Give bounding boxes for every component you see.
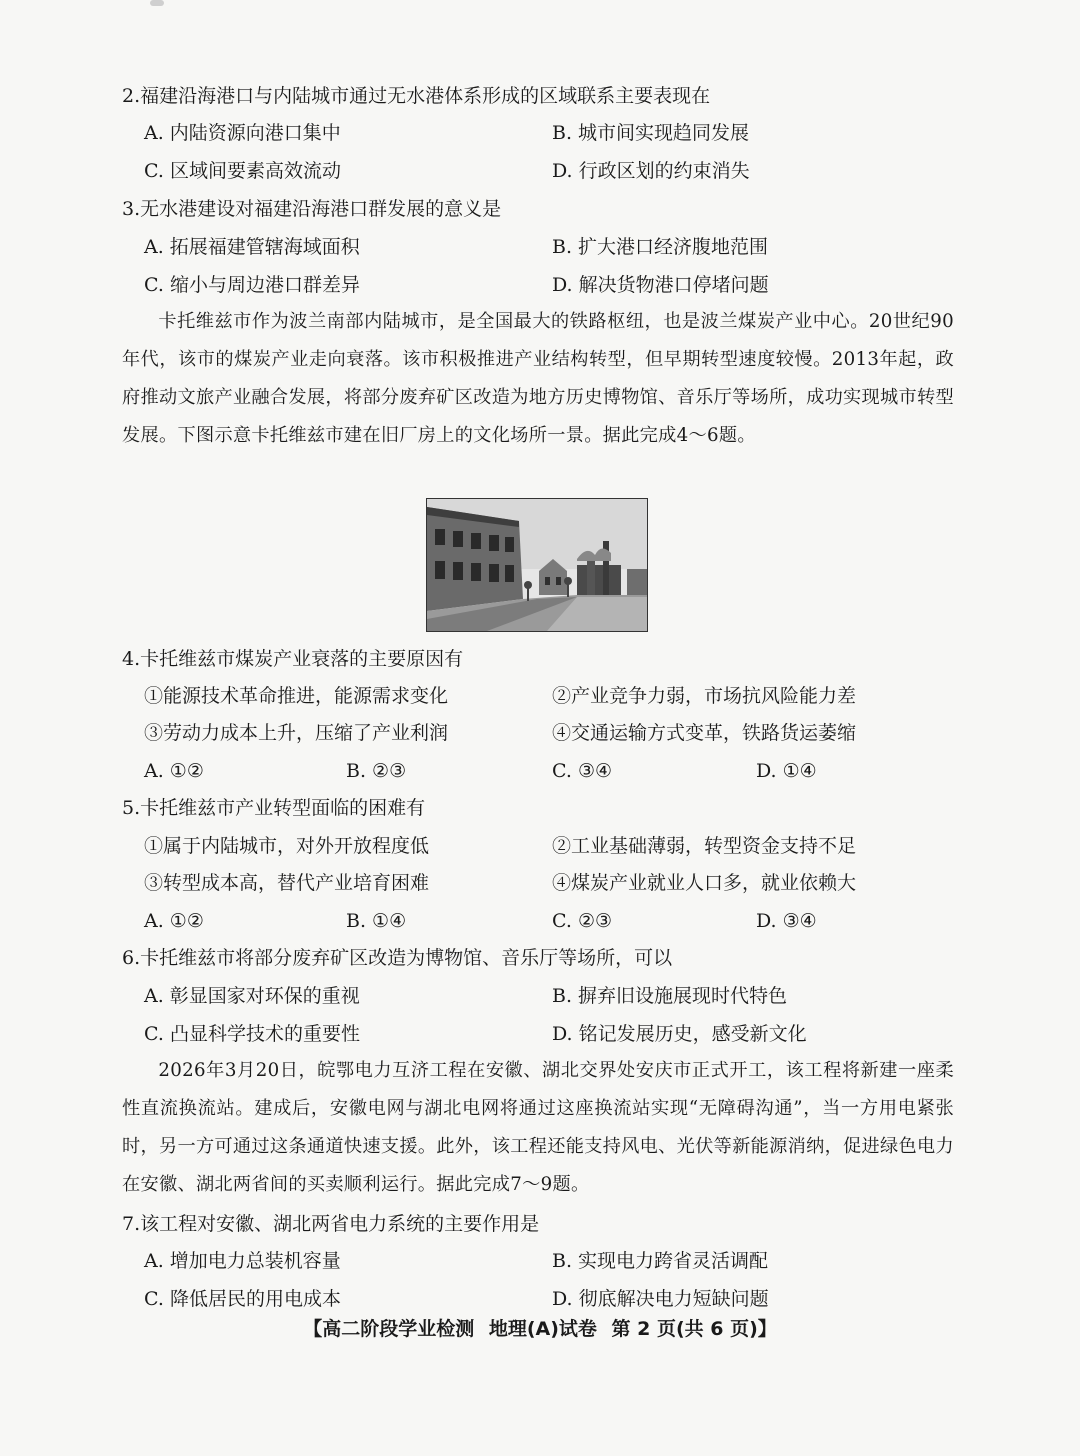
old-factory-image [427,499,647,631]
footer-page-number: 第 2 页(共 6 页)】 [611,1318,777,1340]
q4-option-a: A. ①② [144,760,204,782]
q5-statement-2: ②工业基础薄弱，转型资金支持不足 [552,835,857,857]
q4-option-b: B. ②③ [346,760,407,782]
q7-option-d: D. 彻底解决电力短缺问题 [552,1288,769,1310]
q4-statement-3: ③劳动力成本上升，压缩了产业利润 [144,722,449,744]
q7-option-a: A. 增加电力总装机容量 [144,1250,341,1272]
q5-option-a: A. ①② [144,910,204,932]
passage-anhui-hubei: 2026年3月20日，皖鄂电力互济工程在安徽、湖北交界处安庆市正式开工，该工程将新建一座柔性直流换流站。建成后，安徽电网与湖北电网将通过这座换流站实现“无障碍沟通”，当一方用电紧张时，另一方可通过这条通道快速支援。此外，该工程还能支持风电、光伏等新能源消纳，促进绿色电力在安徽、湖北两省间的买卖顺利运行。据此完成7～9题。 [122,1060,954,1195]
q5-statement-1: ①属于内陆城市，对外开放程度低 [144,835,430,857]
q4-stem: 4.卡托维兹市煤炭产业衰落的主要原因有 [122,648,464,670]
passage-katowice: 卡托维兹市作为波兰南部内陆城市，是全国最大的铁路枢纽，也是波兰煤炭产业中心。20世纪90年代，该市的煤炭产业走向衰落。该市积极推进产业结构转型，但早期转型速度较慢。2013年起，政府推动文旅产业融合发展，将部分废弃矿区改造为地方历史博物馆、音乐厅等场所，成功实现城市转型发展。下图示意卡托维兹市建在旧厂房上的文化场所一景。据此完成4～6题。 [122,311,954,446]
q3-option-b: B. 扩大港口经济腹地范围 [552,236,769,258]
q2-option-a: A. 内陆资源向港口集中 [144,122,341,144]
q6-option-d: D. 铭记发展历史，感受新文化 [552,1023,807,1045]
q2-stem: 2.福建沿海港口与内陆城市通过无水港体系形成的区域联系主要表现在 [122,85,711,107]
q4-statement-4: ④交通运输方式变革，铁路货运萎缩 [552,722,857,744]
q2-option-d: D. 行政区划的约束消失 [552,160,750,182]
q4-statement-1: ①能源技术革命推进，能源需求变化 [144,685,449,707]
q2-option-c: C. 区域间要素高效流动 [144,160,341,182]
q5-stem: 5.卡托维兹市产业转型面临的困难有 [122,797,426,819]
q2-option-b: B. 城市间实现趋同发展 [552,122,750,144]
q7-stem: 7.该工程对安徽、湖北两省电力系统的主要作用是 [122,1213,540,1235]
q5-option-d: D. ③④ [756,910,817,932]
q3-option-c: C. 缩小与周边港口群差异 [144,274,360,296]
q6-option-c: C. 凸显科学技术的重要性 [144,1023,360,1045]
q4-statement-2: ②产业竞争力弱，市场抗风险能力差 [552,685,857,707]
q6-option-b: B. 摒弃旧设施展现时代特色 [552,985,788,1007]
q7-option-b: B. 实现电力跨省灵活调配 [552,1250,769,1272]
q5-option-b: B. ①④ [346,910,407,932]
katowice-photo [426,498,648,632]
q6-option-a: A. 彰显国家对环保的重视 [144,985,360,1007]
q5-option-c: C. ②③ [552,910,613,932]
footer-subject: 地理(A)试卷 [488,1318,597,1340]
q6-stem: 6.卡托维兹市将部分废弃矿区改造为博物馆、音乐厅等场所，可以 [122,947,673,969]
q4-option-d: D. ①④ [756,760,817,782]
q5-statement-3: ③转型成本高，替代产业培育困难 [144,872,430,894]
footer-exam-name: 【高二阶段学业检测 [303,1318,475,1340]
q7-option-c: C. 降低居民的用电成本 [144,1288,341,1310]
q3-option-d: D. 解决货物港口停堵问题 [552,274,769,296]
q3-stem: 3.无水港建设对福建沿海港口群发展的意义是 [122,198,502,220]
scan-mark [150,0,164,6]
page-footer [0,1317,1080,1341]
q3-option-a: A. 拓展福建管辖海域面积 [144,236,360,258]
q5-statement-4: ④煤炭产业就业人口多，就业依赖大 [552,872,857,894]
q4-option-c: C. ③④ [552,760,613,782]
